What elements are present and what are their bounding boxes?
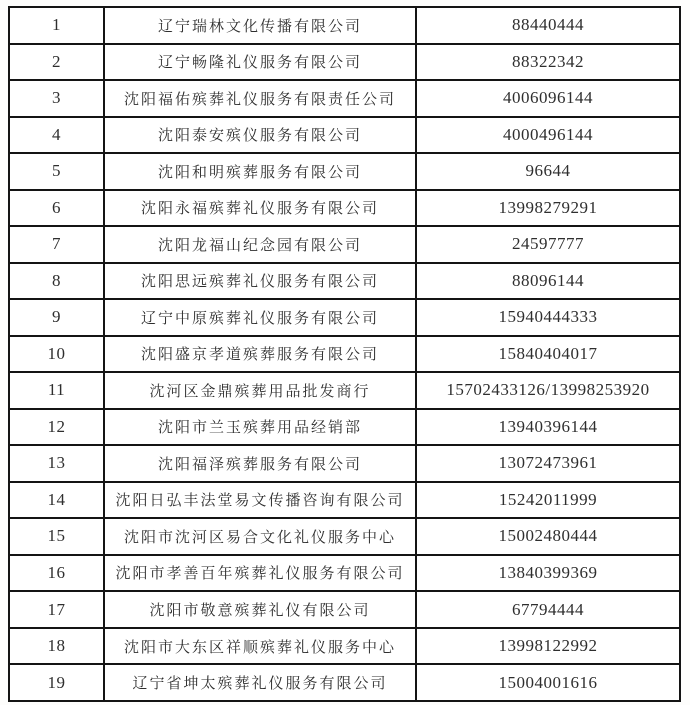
company-name-cell: 沈阳和明殡葬服务有限公司 <box>104 153 416 190</box>
table-row <box>9 591 680 628</box>
company-name-cell: 沈阳泰安殡仪服务有限公司 <box>104 117 416 154</box>
phone-cell: 15840404017 <box>416 336 680 373</box>
company-name-cell: 沈河区金鼎殡葬用品批发商行 <box>104 372 416 409</box>
table-row <box>9 117 680 154</box>
table-row <box>9 409 680 446</box>
row-number-cell: 17 <box>9 591 104 628</box>
company-name-cell: 沈阳市孝善百年殡葬礼仪服务有限公司 <box>104 555 416 592</box>
company-name-cell: 沈阳市兰玉殡葬用品经销部 <box>104 409 416 446</box>
phone-cell: 4000496144 <box>416 117 680 154</box>
row-number-cell: 15 <box>9 518 104 555</box>
company-name-cell: 沈阳思远殡葬礼仪服务有限公司 <box>104 263 416 300</box>
table-row <box>9 372 680 409</box>
table-row <box>9 445 680 482</box>
table-body <box>9 7 680 701</box>
company-name-cell: 沈阳福佑殡葬礼仪服务有限责任公司 <box>104 80 416 117</box>
company-name-cell: 辽宁中原殡葬礼仪服务有限公司 <box>104 299 416 336</box>
table-row <box>9 226 680 263</box>
row-number-cell: 2 <box>9 44 104 81</box>
company-name-cell: 沈阳市沈河区易合文化礼仪服务中心 <box>104 518 416 555</box>
row-number-cell: 1 <box>9 7 104 44</box>
row-number-cell: 4 <box>9 117 104 154</box>
company-name-cell: 沈阳福泽殡葬服务有限公司 <box>104 445 416 482</box>
table-row <box>9 664 680 701</box>
row-number-cell: 10 <box>9 336 104 373</box>
table-row <box>9 555 680 592</box>
table-row <box>9 190 680 227</box>
phone-cell: 13840399369 <box>416 555 680 592</box>
table-row <box>9 299 680 336</box>
funeral-services-directory-table <box>8 6 681 702</box>
phone-cell: 13998279291 <box>416 190 680 227</box>
phone-cell: 88440444 <box>416 7 680 44</box>
phone-cell: 13072473961 <box>416 445 680 482</box>
phone-cell: 4006096144 <box>416 80 680 117</box>
company-name-cell: 辽宁畅隆礼仪服务有限公司 <box>104 44 416 81</box>
table-row <box>9 80 680 117</box>
company-name-cell: 沈阳盛京孝道殡葬服务有限公司 <box>104 336 416 373</box>
row-number-cell: 12 <box>9 409 104 446</box>
phone-cell: 15004001616 <box>416 664 680 701</box>
company-name-cell: 沈阳日弘丰法堂易文传播咨询有限公司 <box>104 482 416 519</box>
table-row <box>9 518 680 555</box>
phone-cell: 67794444 <box>416 591 680 628</box>
company-name-cell: 沈阳市敬意殡葬礼仪有限公司 <box>104 591 416 628</box>
company-name-cell: 辽宁省坤太殡葬礼仪服务有限公司 <box>104 664 416 701</box>
company-name-cell: 沈阳永福殡葬礼仪服务有限公司 <box>104 190 416 227</box>
table-row <box>9 44 680 81</box>
phone-cell: 96644 <box>416 153 680 190</box>
phone-cell: 15940444333 <box>416 299 680 336</box>
phone-cell: 15702433126/13998253920 <box>416 372 680 409</box>
company-name-cell: 辽宁瑞林文化传播有限公司 <box>104 7 416 44</box>
row-number-cell: 3 <box>9 80 104 117</box>
row-number-cell: 18 <box>9 628 104 665</box>
table-row <box>9 336 680 373</box>
phone-cell: 15242011999 <box>416 482 680 519</box>
table-row <box>9 628 680 665</box>
row-number-cell: 19 <box>9 664 104 701</box>
row-number-cell: 11 <box>9 372 104 409</box>
table-row <box>9 482 680 519</box>
phone-cell: 88096144 <box>416 263 680 300</box>
phone-cell: 24597777 <box>416 226 680 263</box>
table-row <box>9 153 680 190</box>
row-number-cell: 6 <box>9 190 104 227</box>
row-number-cell: 13 <box>9 445 104 482</box>
phone-cell: 13940396144 <box>416 409 680 446</box>
row-number-cell: 14 <box>9 482 104 519</box>
phone-cell: 15002480444 <box>416 518 680 555</box>
row-number-cell: 9 <box>9 299 104 336</box>
row-number-cell: 5 <box>9 153 104 190</box>
table-row <box>9 263 680 300</box>
phone-cell: 13998122992 <box>416 628 680 665</box>
company-name-cell: 沈阳龙福山纪念园有限公司 <box>104 226 416 263</box>
row-number-cell: 8 <box>9 263 104 300</box>
company-name-cell: 沈阳市大东区祥顺殡葬礼仪服务中心 <box>104 628 416 665</box>
row-number-cell: 16 <box>9 555 104 592</box>
table-row <box>9 7 680 44</box>
row-number-cell: 7 <box>9 226 104 263</box>
phone-cell: 88322342 <box>416 44 680 81</box>
